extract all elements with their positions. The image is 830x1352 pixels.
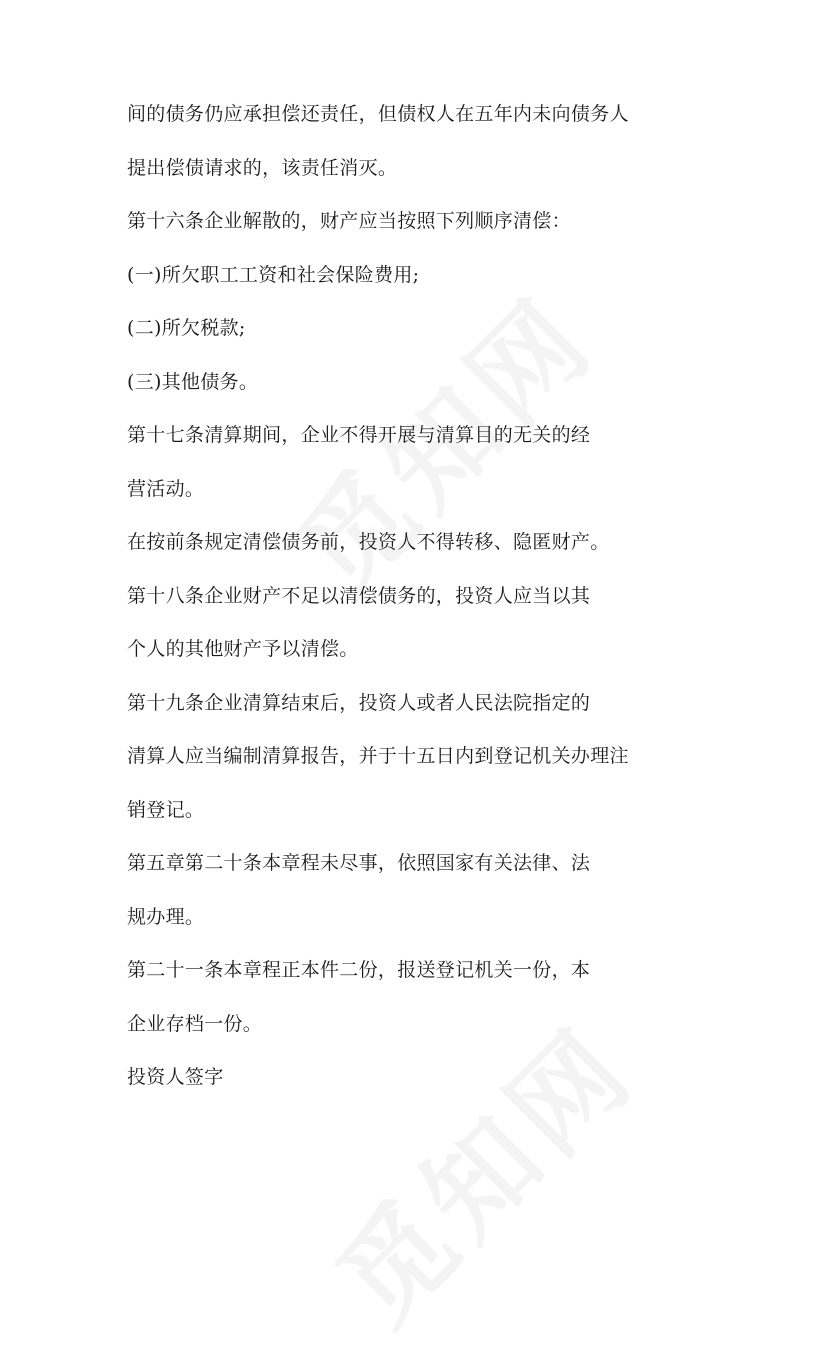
signature-label: 投资人签字	[127, 1066, 224, 1088]
text-line: 间的债务仍应承担偿还责任，但债权人在五年内未向债务人	[127, 103, 629, 125]
article-21-text: 第二十一条本章程正本件二份，报送登记机关一份，本	[127, 959, 591, 981]
article-17-text: 第十七条清算期间，企业不得开展与清算目的无关的经	[127, 424, 591, 446]
text-line: 营活动。	[127, 477, 205, 500]
article-19-text: 第十九条企业清算结束后，投资人或者人民法院指定的	[127, 691, 591, 714]
article-16-heading: 第十六条企业解散的，财产应当按照下列顺序清偿：	[127, 210, 571, 232]
list-item: (一)所欠职工工资和社会保险费用;	[127, 263, 420, 286]
text-line: 清算人应当编制清算报告，并于十五日内到登记机关办理注	[127, 745, 629, 767]
text-line: 提出偿债请求的，该责任消灭。	[127, 156, 398, 179]
chapter-5-article-20-text: 第五章第二十条本章程未尽事，依照国家有关法律、法	[127, 852, 591, 874]
text-line: 规办理。	[127, 905, 205, 928]
article-18-text: 第十八条企业财产不足以清偿债务的，投资人应当以其	[127, 584, 591, 607]
list-item: (三)其他债务。	[127, 370, 259, 393]
text-line: 个人的其他财产予以清偿。	[127, 638, 359, 660]
text-line: 企业存档一份。	[127, 1012, 263, 1035]
text-line: 销登记。	[127, 798, 205, 821]
document-body	[127, 104, 687, 1121]
text-line: 在按前条规定清偿债务前，投资人不得转移、隐匿财产。	[127, 531, 610, 553]
list-item: (二)所欠税款;	[127, 317, 246, 339]
